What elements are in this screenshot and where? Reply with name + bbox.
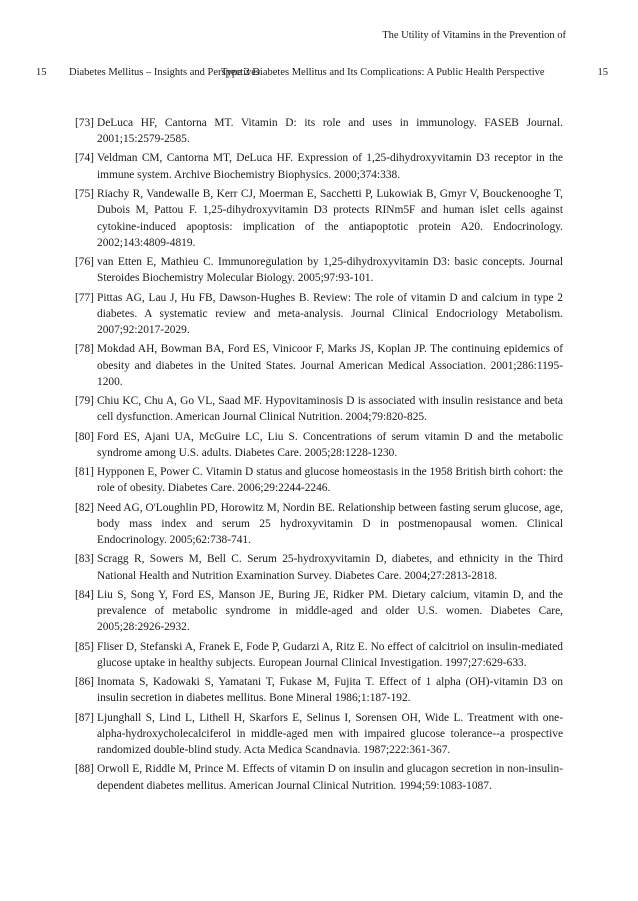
reference-item [75, 500, 563, 549]
reference-text: Fliser D, Stefanski A, Franek E, Fode P, Gudarzi A, Ritz E. No effect of calcitriol on insulin-mediated glucose uptake in healthy subjects. European Journal Clinical Investigation. 1997;27:629-633. [97, 640, 563, 669]
reference-item [75, 115, 563, 148]
reference-number: [86] [75, 676, 94, 689]
reference-text: Riachy R, Vandewalle B, Kerr CJ, Moerman E, Sacchetti P, Lukowiak B, Gmyr V, Bouckenooghe T, Dubois M, Pattou F. 1,25-dihydroxyvitamin D3 protects RINm5F and human islet cells against cytokine-induced apoptosis: implication of the antiapoptotic protein A20. Endocrinology. 2002;143:4809-4819. [97, 187, 563, 249]
reference-item [75, 761, 563, 794]
reference-item [75, 551, 563, 584]
reference-item [75, 186, 563, 251]
reference-text: Chiu KC, Chu A, Go VL, Saad MF. Hypovitaminosis D is associated with insulin resistance and beta cell dysfunction. American Journal Clinical Nutrition. 2004;79:820-825. [97, 395, 563, 424]
reference-number: [87] [75, 711, 94, 724]
reference-item [75, 710, 563, 759]
reference-number: [73] [75, 117, 94, 129]
reference-item [75, 341, 563, 390]
reference-text: Scragg R, Sowers M, Bell C. Serum 25-hydroxyvitamin D, diabetes, and ethnicity in the Third National Health and Nutrition Examination Survey. Diabetes Care. 2004;27:2813-2818. [97, 553, 563, 582]
reference-number: [82] [75, 501, 94, 514]
reference-list [75, 115, 563, 797]
header-chapter-title: The Utility of Vitamins in the Prevention of [382, 30, 566, 41]
reference-text: DeLuca HF, Cantorna MT. Vitamin D: its role and uses in immunology. FASEB Journal. 2001;15:2579-2585. [97, 117, 563, 146]
reference-item [75, 290, 563, 339]
page-number-right: 15 [597, 67, 608, 78]
reference-number: [84] [75, 588, 94, 601]
reference-text: Pittas AG, Lau J, Hu FB, Dawson-Hughes B. Review: The role of vitamin D and calcium in type 2 diabetes. A systematic review and meta-analysis. Journal Clinical Endocriology Metabolism. 2007;92:2017-2029. [97, 291, 563, 337]
reference-number: [77] [75, 291, 94, 304]
reference-item [75, 587, 563, 636]
reference-text: Ljunghall S, Lind L, Lithell H, Skarfors E, Selinus I, Sorensen OH, Wide L. Treatment with one-alpha-hydroxycholecalciferol in middle-aged men with impaired glucose tolerance--a prospective randomized double-blind study. Acta Medica Scandnavia. 1987;222:361-367. [97, 711, 563, 757]
reference-text: Mokdad AH, Bowman BA, Ford ES, Vinicoor F, Marks JS, Koplan JP. The continuing epidemics of obesity and diabetes in the United States. Journal American Medical Association. 2001;286:1195-1200. [97, 343, 563, 388]
reference-number: [85] [75, 640, 94, 653]
reference-number: [74] [75, 152, 94, 165]
reference-item [75, 150, 563, 183]
reference-item [75, 429, 563, 462]
reference-item [75, 674, 563, 707]
page-number-left: 15 [36, 67, 47, 78]
reference-text: Inomata S, Kadowaki S, Yamatani T, Fukase M, Fujita T. Effect of 1 alpha (OH)-vitamin D3 on insulin secretion in diabetes mellitus. Bone Mineral 1986;1:187-192. [97, 676, 563, 705]
reference-text: Ford ES, Ajani UA, McGuire LC, Liu S. Concentrations of serum vitamin D and the metabolic syndrome among U.S. adults. Diabetes Care. 2005;28:1228-1230. [97, 430, 563, 459]
reference-text: van Etten E, Mathieu C. Immunoregulation by 1,25-dihydroxyvitamin D3: basic concepts. Journal Steroides Biochemistry Molecular Biology. 2005;97:93-101. [97, 256, 563, 285]
header-book-title: Diabetes Mellitus – Insights and Perspectives [69, 67, 261, 78]
reference-number: [81] [75, 466, 94, 479]
reference-number: [78] [75, 343, 94, 356]
reference-text: Veldman CM, Cantorna MT, DeLuca HF. Expression of 1,25-dihydroxyvitamin D3 receptor in the immune system. Archive Biochemistry Biophysics. 2000;374:338. [97, 152, 563, 181]
reference-number: [88] [75, 763, 94, 776]
reference-text: Hypponen E, Power C. Vitamin D status and glucose homeostasis in the 1958 British birth cohort: the role of obesity. Diabetes Care. 2006;29:2244-2246. [97, 466, 563, 495]
reference-item [75, 254, 563, 287]
reference-number: [76] [75, 256, 94, 269]
reference-text: Liu S, Song Y, Ford ES, Manson JE, Buring JE, Ridker PM. Dietary calcium, vitamin D, and the prevalence of metabolic syndrome in middle-aged and older U.S. women. Diabetes Care, 2005;28:2926-2932. [97, 588, 563, 634]
reference-text: Orwoll E, Riddle M, Prince M. Effects of vitamin D on insulin and glucagon secretion in non-insulin-dependent diabetes mellitus. American Journal Clinical Nutrition. 1994;59:1083-1087. [97, 763, 563, 792]
reference-number: [79] [75, 395, 94, 408]
reference-text: Need AG, O'Loughlin PD, Horowitz M, Nordin BE. Relationship between fasting serum glucose, age, body mass index and serum 25 hydroxyvitamin D in postmenopausal women. Clinical Endocrinology. 2005;62:738-741. [97, 501, 563, 547]
reference-item [75, 393, 563, 426]
reference-number: [80] [75, 430, 94, 443]
reference-item [75, 464, 563, 497]
reference-number: [83] [75, 553, 94, 566]
header-book-title-overlay: Type 2 Diabetes Mellitus and Its Complications: A Public Health Perspective [221, 67, 545, 78]
reference-item [75, 639, 563, 672]
reference-number: [75] [75, 187, 94, 200]
